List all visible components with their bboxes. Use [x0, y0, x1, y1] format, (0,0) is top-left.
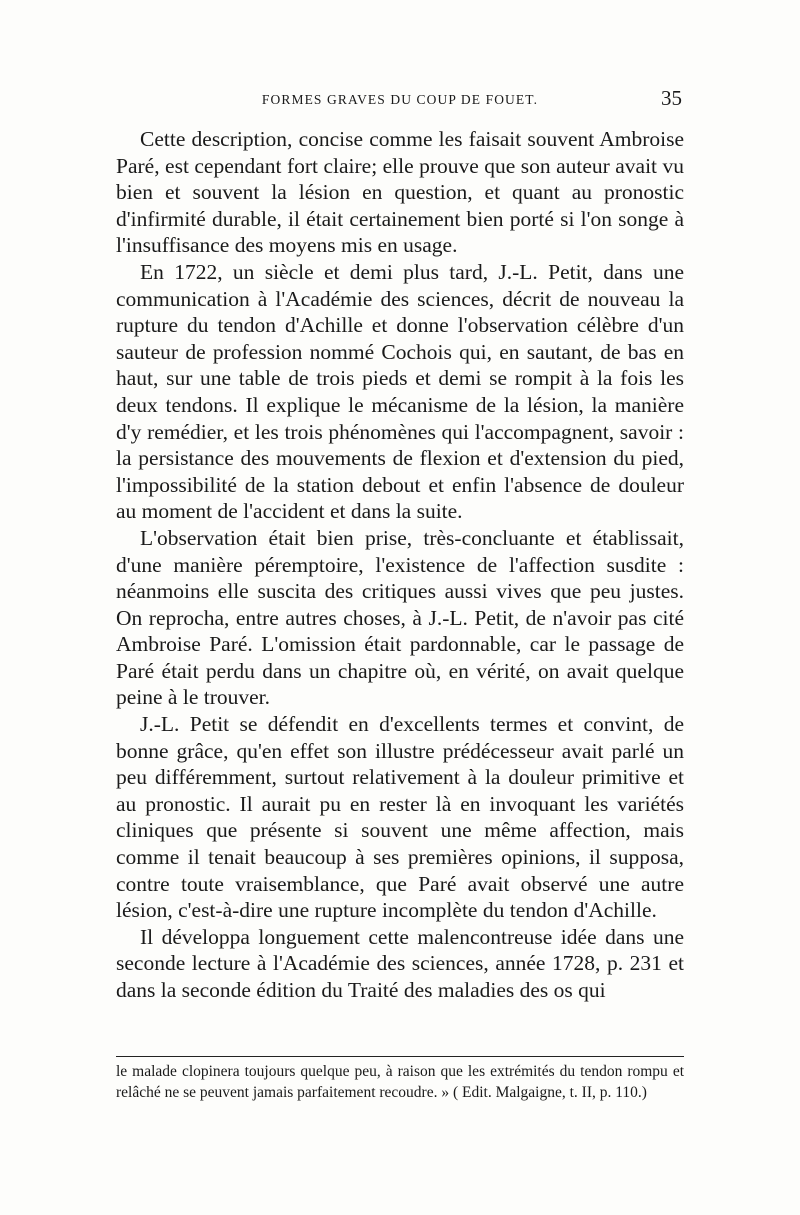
page-header — [116, 88, 684, 114]
paragraph: En 1722, un siècle et demi plus tard, J.-L. Petit, dans une communication à l'Académie des sciences, décrit de nouveau la rupture du tendon d'Achille et donne l'observation célèbre d'un sauteur de profession nommé Cochois qui, en sautant, de bas en haut, sur une table de trois pieds et demi se rompit à la fois les deux tendons. Il explique le mécanisme de la lésion, la manière d'y remédier, et les trois phénomènes qui l'accompagnent, savoir : la persistance des mouvements de flexion et d'extension du pied, l'impossibilité de la station debout et enfin l'absence de douleur au moment de l'accident et dans la suite. — [116, 259, 684, 524]
running-head: FORMES GRAVES DU COUP DE FOUET. — [261, 92, 539, 107]
paragraph: Cette description, concise comme les faisait souvent Ambroise Paré, est cependant fort claire; elle prouve que son auteur avait vu bien et souvent la lésion en question, et quant au pronostic d'infirmité durable, il était certainement bien porté si l'on songe à l'insuffisance des moyens mis en usage. — [116, 127, 684, 258]
paragraph: Il développa longuement cette malencontreuse idée dans une seconde lecture à l'Académie des sciences, année 1728, p. 231 et dans la seconde édition du Traité des maladies des os qui — [116, 924, 684, 1002]
paragraph: L'observation était bien prise, très-concluante et établissait, d'une manière péremptoire, l'existence de l'affection susdite : néanmoins elle suscita des critiques aussi vives que peu justes. On reprocha, entre autres choses, à J.-L. Petit, de n'avoir pas cité Ambroise Paré. L'omission était pardonnable, car le passage de Paré était perdu dans un chapitre où, en vérité, on avait quelque peine à le trouver. — [116, 525, 684, 710]
page-number: 35 — [661, 86, 682, 110]
paragraph: J.-L. Petit se défendit en d'excellents termes et convint, de bonne grâce, qu'en effet son illustre prédécesseur avait parlé un peu différemment, surtout relativement à la douleur primitive et au pronostic. Il aurait pu en rester là en invoquant les variétés cliniques que présente si souvent une même affection, mais comme il tenait beaucoup à ses premières opinions, il supposa, contre toute vraisemblance, que Paré avait observé une autre lésion, c'est-à-dire une rupture incomplète du tendon d'Achille. — [116, 712, 684, 923]
footnote-text: le malade clopinera toujours quelque peu, à raison que les extrémités du tendon rompu et relâché ne se peuvent jamais parfaitement recoudre. » ( Edit. Malgaigne, t. II, p. 110.) — [116, 1063, 684, 1101]
footnote-separator — [116, 1056, 684, 1057]
body-text — [116, 126, 684, 1004]
footnote — [116, 1062, 684, 1104]
